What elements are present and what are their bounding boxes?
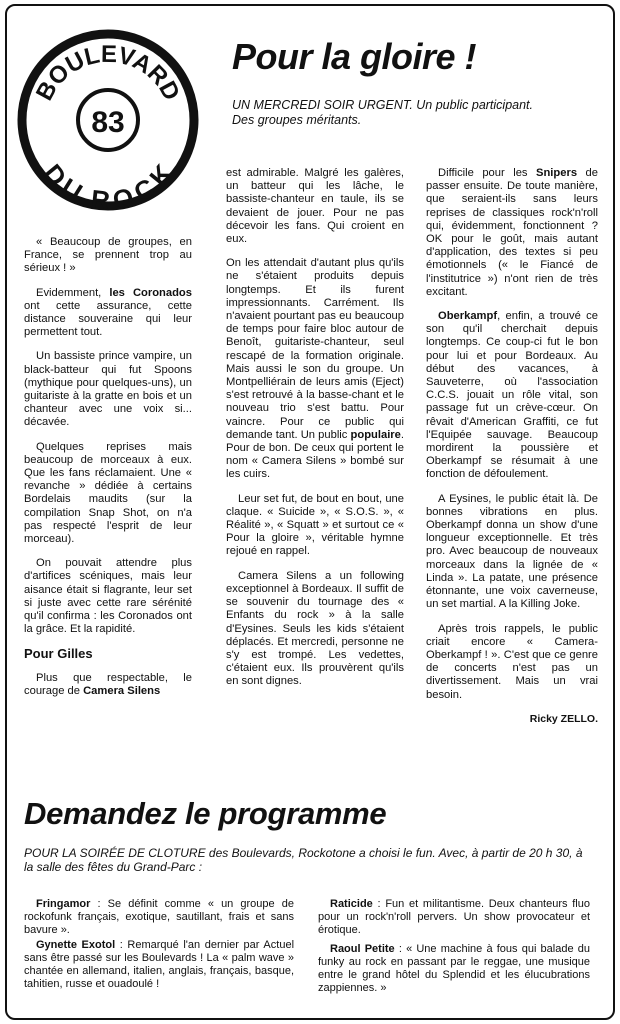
paragraph: Après trois rappels, le public criait encore « Camera-Oberkampf ! ». C'est que ce genre de concerts n'est pas un divertissement. Mais un vrai besoin. <box>426 622 598 701</box>
paragraph: Plus que respectable, le courage de Camera Silens <box>24 671 192 697</box>
logo-bottom-text: DU ROCK <box>37 158 179 212</box>
programme-title: Demandez le programme <box>24 796 387 831</box>
paragraph: « Beaucoup de groupes, en France, se prennent trop au sérieux ! » <box>24 236 192 275</box>
subheading: Pour Gilles <box>24 646 93 662</box>
programme-column-right <box>318 898 590 997</box>
paragraph: Difficile pour les Snipers de passer ensuite. De toute manière, que seraient-ils sans leurs reprises de classiques rock'n'roll qui, évidemment, fonctionnent ? OK pour le goût, mais autant d'application, des textes si peu émotionnels (« le Fiancé de l'institutrice ») n'ont rien de très excitant. <box>426 167 598 298</box>
programme-entry: Gynette Exotol : Remarqué l'an dernier par Actuel sans être passé sur les Boulevards ! La « palm wave » chantée en allemand, italien, anglais, français, basque, tahitien, russe et ouadoulé ! <box>24 939 295 990</box>
article-column-1 <box>24 236 192 709</box>
programme-lede: POUR LA SOIRÉE DE CLOTURE des Boulevards, Rockotone a choisi le fun. Avec, à partir de 20 h 30, à la salle des fêtes du Grand-Parc : <box>24 846 583 874</box>
paragraph: On les attendait d'autant plus qu'ils ne s'étaient produits depuis longtemps. Et ils furent impressionnants. Carrément. Ils n'avaient pourtant pas eu beaucoup de temps pour faire bloc autour de Benoît, guitariste-chanteur, seul rescapé de la formation originale. Mais aussi le son du groupe. Un Montpelliérain de leurs amis (Eject) s'est retrouvé à la basse-chant et le nouveau trio s'est battu. Pour vaincre. Pour ce public qui demande tant. Un public populaire. Pour de bon. De ceux qui portent le nom « Camera Silens » bombé sur les cuirs. <box>226 257 404 481</box>
article-title: Pour la gloire ! <box>232 36 477 77</box>
paragraph: On pouvait attendre plus d'artifices scéniques, mais leur aisance était si flagrante, leur set si juste avec cette rare sérénité qu'il confirma : les Coronados ont la grâce. Et la rapidité. <box>24 557 192 636</box>
paragraph: Camera Silens a un following exceptionnel à Bordeaux. Il suffit de se souvenir du tournage des « Enfants du rock » à la salle d'Eysines. Seuls les kids s'étaient déplacés. Et mercredi, personne ne s'y est trompé. Les vedettes, c'étaient eux. Ils prouvèrent qu'ils en sont dignes. <box>226 569 404 688</box>
paragraph: Quelques reprises mais beaucoup de morceaux à eux. Que les fans réclamaient. Une « revanche » dédiée à certains Bordelais maudits (sur la compilation Snap Shot, on n'a pas respecté l'esprit de leur morceau). <box>24 440 192 546</box>
paragraph: est admirable. Malgré les galères, un batteur qui les lâche, le bassiste-chanteur en taule, ils se devaient de jouer. Pour ne pas décevoir les fans. Qui croient en eux. <box>226 167 404 246</box>
article-lede: UN MERCREDI SOIR URGENT. Un public participant. Des groupes méritants. <box>232 98 534 127</box>
programme-entry: Raticide : Fun et militantisme. Deux chanteurs fluo pour un rock'n'roll pervers. Un show provocateur et érotique. <box>318 898 590 936</box>
paragraph: Un bassiste prince vampire, un black-batteur qui fut Spoons (mythique pour quelques-uns), un guitariste à la gratte en bois et un chanteur avec une voix si... décavée. <box>24 350 192 429</box>
boulevard-du-rock-logo <box>16 28 200 212</box>
paragraph: A Eysines, le public était là. De bonnes vibrations en plus. Oberkampf donna un show d'une longueur exceptionnelle. Et très pro. Avec beaucoup de nouveaux morceaux dans la lignée de « Linda ». La patate, une présence étonnante, une voix caverneuse, un set martial. A la Killing Joke. <box>426 492 598 611</box>
article-column-2 <box>226 167 404 700</box>
logo-top-text: BOULEVARD <box>30 40 186 105</box>
paragraph: Evidemment, les Coronados ont cette assurance, cette distance souveraine qui leur permettent tout. <box>24 286 192 339</box>
programme-column-left <box>24 898 294 993</box>
article-column-3 <box>426 167 598 737</box>
programme-entry: Raoul Petite : « Une machine à fous qui balade du funky au rock en passant par le reggae, une musique entre le grand hôtel du Splendid et les élucubrations zappiennes. » <box>318 943 590 994</box>
author-signature: Ricky ZELLO. <box>529 712 598 725</box>
logo-number: 83 <box>91 106 125 139</box>
paragraph: Leur set fut, de bout en bout, une claque. « Suicide », « S.O.S. », « Réalité », « Squatt » et surtout ce « Pour la gloire », véritable hymne rejoué en rappel. <box>226 492 404 558</box>
paragraph: Oberkampf, enfin, a trouvé ce son qu'il cherchait depuis longtemps. Ce coup-ci fut le bon pour lui et pour Bordeaux. Au début des vacances, à Sauveterre, où l'association C.C.S. jouait un rôle vital, son passage fut un crève-cœur. On rêvait d'American Graffiti, ce fut l'Equipée sauvage. Beaucoup mordirent la poussière et Oberkampf se résumait à une fonction de défoulement. <box>426 310 598 481</box>
programme-entry: Fringamor : Se définit comme « un groupe de rockofunk français, exotique, sautillant, frais et sans bavure ». <box>24 898 294 936</box>
